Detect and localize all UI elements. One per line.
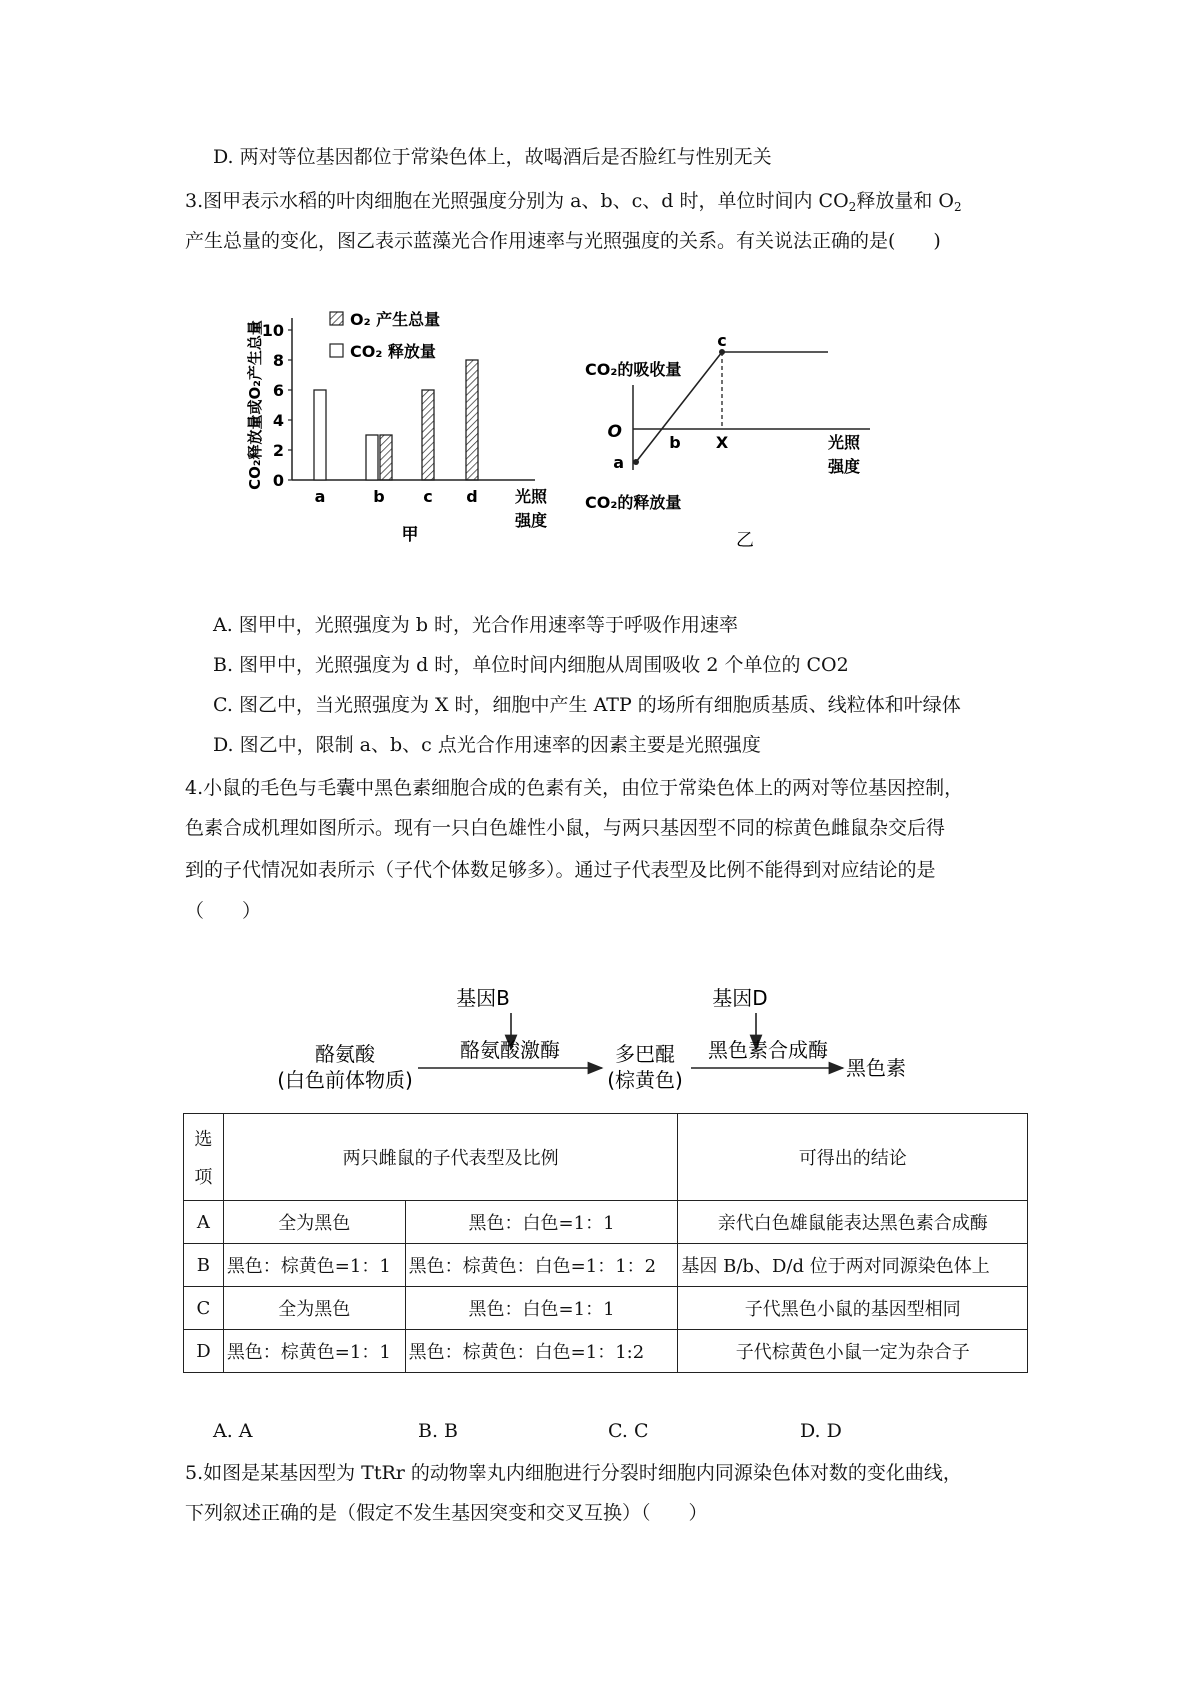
x-axis-label-1: 光照 (515, 487, 548, 506)
table-row (184, 1244, 1028, 1287)
q3-figure (246, 300, 970, 600)
y-tick-label: 8 (272, 351, 284, 370)
chart-title-jia: 甲 (401, 525, 419, 545)
q4-options-table (183, 1113, 1028, 1373)
point-label-c: c (717, 331, 727, 350)
enzyme-1-label: 酪氨酸激酶 (460, 1038, 560, 1062)
x-tick-label: b (373, 487, 385, 506)
q3-option-a: A. 图甲中，光照强度为 b 时，光合作用速率等于呼吸作用速率 (213, 614, 739, 636)
bar-o2-production (380, 435, 392, 480)
choice-c[interactable]: C. C (608, 1420, 649, 1442)
q3-stem-1a: 3.图甲表示水稻的叶肉细胞在光照强度分别为 a、b、c、d 时，单位时间内 CO (185, 190, 849, 212)
y-axis-label-top: CO₂的吸收量 (585, 360, 682, 379)
row-offspring-2: 黑色：白色=1：1 (405, 1287, 678, 1330)
row-offspring-2: 黑色：白色=1：1 (405, 1201, 678, 1244)
y-tick-label: 2 (272, 441, 284, 460)
dopaquinone-label: 多巴醌 (615, 1042, 675, 1066)
enzyme-2-label: 黑色素合成酶 (708, 1038, 828, 1062)
row-offspring-1: 全为黑色 (223, 1201, 405, 1244)
melanin-label: 黑色素 (846, 1056, 906, 1080)
y-axis-label-bottom: CO₂的释放量 (585, 493, 682, 512)
q3-stem-1b: 释放量和 O (856, 190, 954, 212)
bar-o2-production (466, 360, 478, 480)
y-tick-label: 4 (272, 411, 284, 430)
origin-label: O (607, 422, 622, 442)
row-conclusion: 基因 B/b、D/d 位于两对同源染色体上 (678, 1244, 1028, 1287)
chart-yi (585, 331, 870, 551)
gene-d-label: 基因D (712, 986, 768, 1010)
row-offspring-2: 黑色：棕黄色：白色=1：1:2 (405, 1330, 678, 1373)
x-axis-label-1: 光照 (828, 433, 861, 452)
q2-option-d: D. 两对等位基因都位于常染色体上，故喝酒后是否脸红与性别无关 (213, 146, 772, 168)
point-a (633, 459, 639, 465)
choice-b[interactable]: B. B (418, 1420, 459, 1442)
table-row (184, 1287, 1028, 1330)
q3-stem-sub-2: 2 (953, 200, 962, 214)
legend-label-co2: CO₂ 释放量 (350, 342, 436, 361)
row-offspring-1: 黑色：棕黄色=1：1 (223, 1244, 405, 1287)
header-option-1: 选 (194, 1129, 213, 1150)
q3-stem-line-1 (185, 188, 962, 220)
y-axis-label: CO₂释放量或O₂产生总量 (246, 320, 264, 490)
row-option: B (184, 1244, 224, 1287)
q4-stem-line-2: 色素合成机理如图所示。现有一只白色雄性小鼠，与两只基因型不同的棕黄色雌鼠杂交后得 (185, 817, 946, 839)
q3-option-d: D. 图乙中，限制 a、b、c 点光合作用速率的因素主要是光照强度 (213, 734, 761, 756)
legend-swatch-co2 (330, 344, 343, 357)
row-offspring-2: 黑色：棕黄色：白色=1：1：2 (405, 1244, 678, 1287)
bar-co2-release (366, 435, 378, 480)
row-conclusion: 子代黑色小鼠的基因型相同 (678, 1287, 1028, 1330)
row-offspring-1: 全为黑色 (223, 1287, 405, 1330)
q3-option-b: B. 图甲中，光照强度为 d 时，单位时间内细胞从周围吸收 2 个单位的 CO2 (213, 654, 849, 676)
header-option-2: 项 (194, 1167, 213, 1188)
row-option: A (184, 1201, 224, 1244)
row-option: D (184, 1330, 224, 1373)
bar-co2-release (314, 390, 326, 480)
q4-stem-line-4: （ ） (185, 900, 262, 922)
q3-stem-line-2: 产生总量的变化，图乙表示蓝藻光合作用速率与光照强度的关系。有关说法正确的是( ) (185, 230, 941, 252)
table-row (184, 1330, 1028, 1373)
tyrosine-label: 酪氨酸 (315, 1042, 375, 1066)
header-conclusion: 可得出的结论 (678, 1114, 1028, 1201)
x-tick-label: a (314, 487, 326, 506)
q4-stem-line-3: 到的子代情况如表所示（子代个体数足够多）。通过子代表型及比例不能得到对应结论的是 (185, 859, 936, 881)
q5-stem-line-1: 5.如图是某基因型为 TtRr 的动物睾丸内细胞进行分裂时细胞内同源染色体对数的变化曲线， (185, 1462, 962, 1484)
row-offspring-1: 黑色：棕黄色=1：1 (223, 1330, 405, 1373)
legend-swatch-o2 (330, 312, 343, 325)
q3-option-c: C. 图乙中，当光照强度为 X 时，细胞中产生 ATP 的场所有细胞质基质、线粒体和叶绿体 (213, 694, 961, 716)
point-label-x: X (715, 433, 729, 452)
gene-b-label: 基因B (456, 986, 510, 1010)
legend-label-o2: O₂ 产生总量 (350, 310, 441, 329)
chart-jia (246, 310, 548, 545)
q4-stem-line-1: 4.小鼠的毛色与毛囊中黑色素细胞合成的色素有关，由位于常染色体上的两对等位基因控制， (185, 777, 964, 799)
x-tick-label: c (423, 487, 433, 506)
point-label-a: a (613, 453, 624, 472)
header-option (184, 1114, 224, 1201)
choice-d[interactable]: D. D (800, 1420, 842, 1442)
q5-stem-line-2: 下列叙述正确的是（假定不发生基因突变和交叉互换）（ ） (185, 1502, 708, 1524)
x-tick-label: d (466, 487, 478, 506)
bar-o2-production (422, 390, 434, 480)
q3-stem-sub-1: 2 (848, 200, 857, 214)
row-option: C (184, 1287, 224, 1330)
y-tick-label: 10 (261, 321, 284, 340)
table-row (184, 1201, 1028, 1244)
row-conclusion: 子代棕黄色小鼠一定为杂合子 (678, 1330, 1028, 1373)
dopaquinone-note: (棕黄色) (607, 1068, 683, 1092)
pigment-pathway-diagram (277, 975, 1040, 1105)
point-label-b: b (669, 433, 681, 452)
choice-a[interactable]: A. A (213, 1420, 253, 1442)
x-axis-label-2: 强度 (515, 511, 548, 530)
y-tick-label: 0 (272, 471, 284, 490)
chart-title-yi: 乙 (736, 530, 754, 551)
y-tick-label: 6 (272, 381, 284, 400)
header-offspring: 两只雌鼠的子代表型及比例 (223, 1114, 678, 1201)
x-axis-label-2: 强度 (828, 457, 861, 476)
row-conclusion: 亲代白色雄鼠能表达黑色素合成酶 (678, 1201, 1028, 1244)
tyrosine-note: (白色前体物质) (277, 1068, 413, 1092)
table-header-row (184, 1114, 1028, 1201)
